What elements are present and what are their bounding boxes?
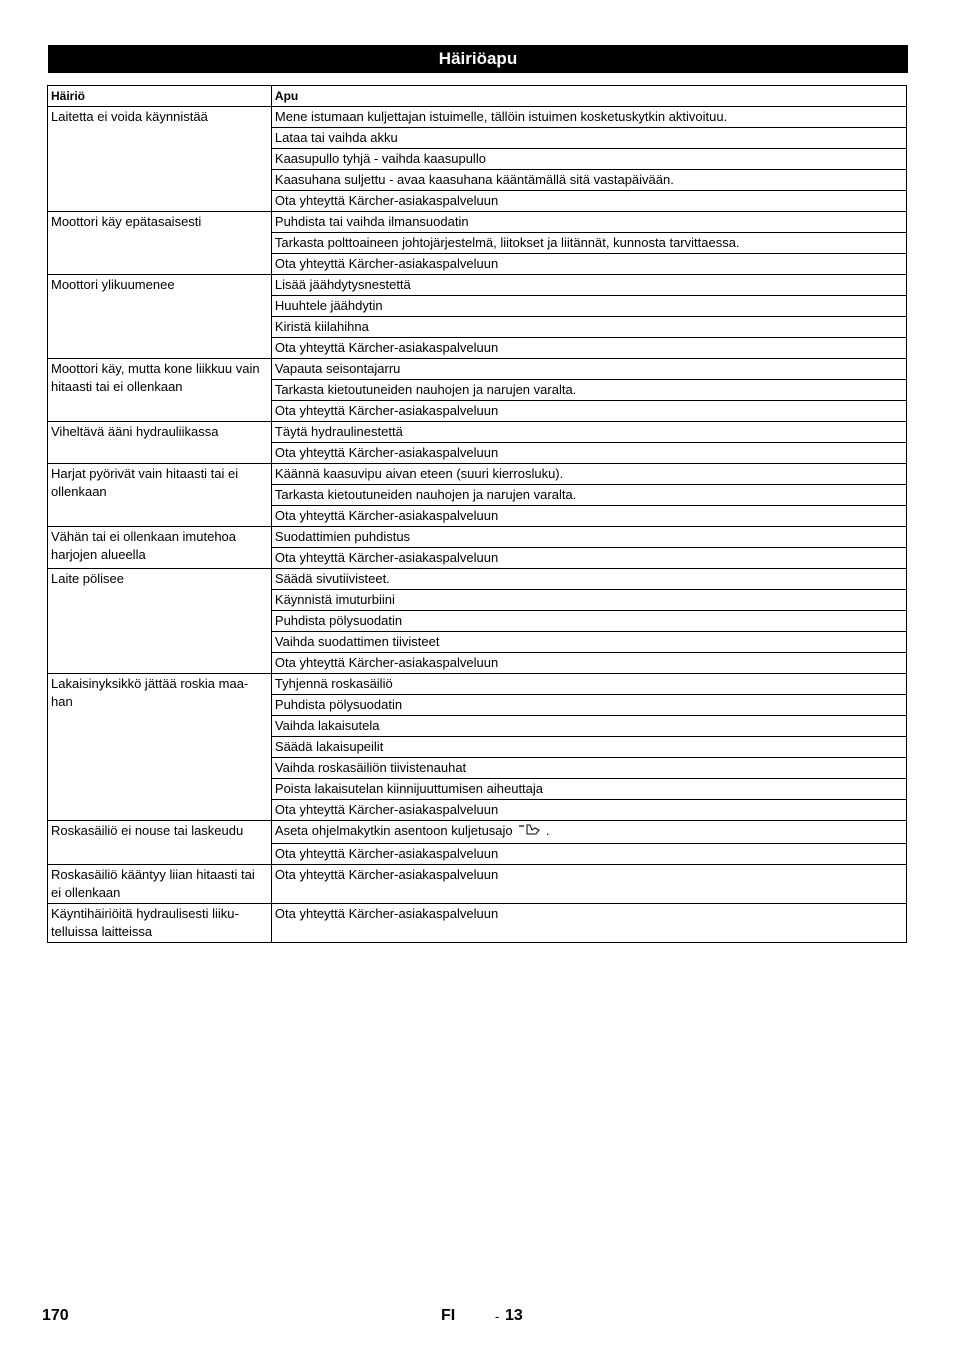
remedy-text-suffix: . xyxy=(542,823,550,838)
remedy-text: Ota yhteyttä Kärcher-asiakaspalveluun xyxy=(274,256,499,271)
fault-text: Harjat pyörivät vain hitaasti tai ei ollenkaan xyxy=(51,466,239,499)
remedy-text: Lisää jäähdytysnestettä xyxy=(274,277,411,292)
remedy-cell xyxy=(271,632,906,653)
remedy-cell xyxy=(271,695,906,716)
remedy-text: Säädä lakaisupeilit xyxy=(274,739,384,754)
remedy-text: Ota yhteyttä Kärcher-asiakaspalveluun xyxy=(274,906,499,921)
remedy-text: Vapauta seisontajarru xyxy=(274,361,401,376)
remedy-text: Ota yhteyttä Kärcher-asiakaspalveluun xyxy=(274,846,499,861)
remedy-cell xyxy=(271,380,906,401)
remedy-cell xyxy=(271,527,906,548)
fault-text: Moottori käy, mutta kone liikkuu vain hitaasti tai ei ollenkaan xyxy=(51,361,260,394)
remedy-text: Vaihda lakaisutela xyxy=(274,718,380,733)
table-row xyxy=(48,904,907,943)
remedy-text: Mene istumaan kuljettajan istuimelle, tällöin istuimen kosketuskytkin aktivoituu. xyxy=(274,109,728,124)
remedy-text: Ota yhteyttä Kärcher-asiakaspalveluun xyxy=(274,445,499,460)
remedy-cell xyxy=(271,674,906,695)
fault-text: Vähän tai ei ollenkaan imutehoa harjojen alueella xyxy=(51,529,237,562)
remedy-cell xyxy=(271,800,906,821)
remedy-column-header: Apu xyxy=(271,86,906,107)
remedy-cell xyxy=(271,338,906,359)
remedy-cell xyxy=(271,653,906,674)
remedy-cell xyxy=(271,233,906,254)
section-page-number: 13 xyxy=(505,1307,523,1324)
fault-text: Lakaisinyksikkö jättää roskia maa- xyxy=(51,676,249,691)
remedy-text: Vaihda suodattimen tiivisteet xyxy=(274,634,440,649)
remedy-cell xyxy=(271,485,906,506)
remedy-text: Aseta ohjelmakytkin asentoon kuljetusajo xyxy=(274,823,517,838)
remedy-text: Tarkasta kietoutuneiden nauhojen ja narujen varalta. xyxy=(274,487,577,502)
fault-cell xyxy=(48,569,272,674)
remedy-text: Käännä kaasuvipu aivan eteen (suuri kierrosluku). xyxy=(274,466,564,481)
remedy-cell xyxy=(271,865,906,904)
remedy-cell xyxy=(271,464,906,485)
remedy-cell xyxy=(271,275,906,296)
fault-text: Roskasäiliö ei nouse tai laskeudu xyxy=(51,823,244,838)
remedy-text: Suodattimien puhdistus xyxy=(274,529,411,544)
table-row xyxy=(48,569,907,590)
remedy-text: Ota yhteyttä Kärcher-asiakaspalveluun xyxy=(274,193,499,208)
table-header-row xyxy=(48,86,907,107)
remedy-cell xyxy=(271,758,906,779)
fault-text: Roskasäiliö kääntyy liian hitaasti tai ei ollenkaan xyxy=(51,867,255,900)
table-row xyxy=(48,527,907,548)
remedy-cell xyxy=(271,149,906,170)
fault-cell xyxy=(48,821,272,865)
table-row xyxy=(48,422,907,443)
remedy-text: Säädä sivutiivisteet. xyxy=(274,571,390,586)
table-row xyxy=(48,212,907,233)
troubleshooting-table xyxy=(47,85,907,943)
fault-cell xyxy=(48,464,272,527)
fault-cell xyxy=(48,674,272,821)
fault-text: Käyntihäiriöitä hydraulisesti liiku- xyxy=(51,906,239,921)
fault-cell xyxy=(48,904,272,943)
fault-cell xyxy=(48,275,272,359)
remedy-text: Vaihda roskasäiliön tiivistenauhat xyxy=(274,760,467,775)
remedy-cell xyxy=(271,443,906,464)
remedy-cell xyxy=(271,359,906,380)
remedy-cell xyxy=(271,904,906,943)
fault-cell xyxy=(48,212,272,275)
remedy-cell xyxy=(271,212,906,233)
remedy-text: Tyhjennä roskasäiliö xyxy=(274,676,393,691)
remedy-text: Ota yhteyttä Kärcher-asiakaspalveluun xyxy=(274,655,499,670)
remedy-text: Kaasupullo tyhjä - vaihda kaasupullo xyxy=(274,151,486,166)
remedy-text: Puhdista pölysuodatin xyxy=(274,613,403,628)
table-row xyxy=(48,821,907,844)
remedy-text: Puhdista tai vaihda ilmansuodatin xyxy=(274,214,469,229)
remedy-text: Ota yhteyttä Kärcher-asiakaspalveluun xyxy=(274,508,499,523)
table-row xyxy=(48,275,907,296)
table-row xyxy=(48,464,907,485)
remedy-cell xyxy=(271,254,906,275)
fault-cell xyxy=(48,422,272,464)
remedy-text: Kiristä kiilahihna xyxy=(274,319,369,334)
fault-text: telluissa laitteissa xyxy=(51,924,153,939)
remedy-cell xyxy=(271,191,906,212)
remedy-cell xyxy=(271,296,906,317)
remedy-text: Ota yhteyttä Kärcher-asiakaspalveluun xyxy=(274,403,499,418)
remedy-cell xyxy=(271,844,906,865)
fault-text: Moottori ylikuumenee xyxy=(51,277,175,292)
fault-cell xyxy=(48,865,272,904)
fault-text: Laitetta ei voida käynnistää xyxy=(51,109,208,124)
remedy-cell xyxy=(271,548,906,569)
remedy-cell xyxy=(271,569,906,590)
remedy-text: Ota yhteyttä Kärcher-asiakaspalveluun xyxy=(274,867,499,882)
remedy-text: Ota yhteyttä Kärcher-asiakaspalveluun xyxy=(274,550,499,565)
remedy-cell xyxy=(271,422,906,443)
remedy-cell xyxy=(271,611,906,632)
page-title: Häiriöapu xyxy=(48,45,908,73)
remedy-cell xyxy=(271,737,906,758)
table-row xyxy=(48,674,907,695)
remedy-cell xyxy=(271,506,906,527)
remedy-text: Poista lakaisutelan kiinnijuuttumisen aiheuttaja xyxy=(274,781,544,796)
remedy-cell xyxy=(271,170,906,191)
table-body xyxy=(48,107,907,943)
fault-text: Moottori käy epätasaisesti xyxy=(51,214,202,229)
fault-cell xyxy=(48,359,272,422)
remedy-text: Käynnistä imuturbiini xyxy=(274,592,395,607)
remedy-cell xyxy=(271,716,906,737)
table-row xyxy=(48,865,907,904)
table-row xyxy=(48,107,907,128)
language-code: FI xyxy=(441,1307,456,1324)
remedy-text: Lataa tai vaihda akku xyxy=(274,130,398,145)
remedy-text: Puhdista pölysuodatin xyxy=(274,697,403,712)
remedy-cell xyxy=(271,821,906,844)
fault-cell xyxy=(48,527,272,569)
fault-cell xyxy=(48,107,272,212)
fault-text: Laite pölisee xyxy=(51,571,124,586)
remedy-cell xyxy=(271,401,906,422)
remedy-cell xyxy=(271,317,906,338)
remedy-text: Täytä hydraulinestettä xyxy=(274,424,403,439)
remedy-cell xyxy=(271,590,906,611)
remedy-text: Tarkasta polttoaineen johtojärjestelmä, liitokset ja liitännät, kunnosta tarvittaessa. xyxy=(274,235,740,250)
remedy-cell xyxy=(271,128,906,149)
remedy-cell xyxy=(271,107,906,128)
remedy-text: Kaasuhana suljettu - avaa kaasuhana kääntämällä sitä vastapäivään. xyxy=(274,172,674,187)
remedy-text: Tarkasta kietoutuneiden nauhojen ja narujen varalta. xyxy=(274,382,577,397)
fault-column-header: Häiriö xyxy=(48,86,272,107)
remedy-cell xyxy=(271,779,906,800)
fault-text: Viheltävä ääni hydrauliikassa xyxy=(51,424,219,439)
remedy-text: Ota yhteyttä Kärcher-asiakaspalveluun xyxy=(274,340,499,355)
footer-dash: - xyxy=(495,1309,500,1324)
remedy-text: Huuhtele jäähdytin xyxy=(274,298,383,313)
remedy-text: Ota yhteyttä Kärcher-asiakaspalveluun xyxy=(274,802,499,817)
page-number: 170 xyxy=(42,1307,69,1324)
transport-drive-icon xyxy=(518,823,542,842)
table-row xyxy=(48,359,907,380)
fault-text: han xyxy=(51,694,73,709)
